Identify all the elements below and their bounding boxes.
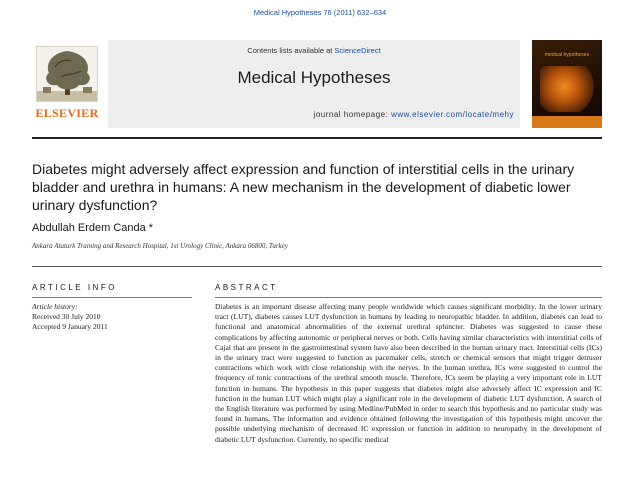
sciencedirect-link[interactable]: ScienceDirect bbox=[334, 46, 381, 55]
elsevier-tree-icon bbox=[36, 46, 98, 102]
article-title: Diabetes might adversely affect expression and function of interstitial cells in the urinary bladder and urethra in humans: A new mechanism in the development of diabetic lower urinary dysfunction? bbox=[32, 161, 575, 213]
elsevier-wordmark: ELSEVIER bbox=[35, 106, 99, 120]
cover-art bbox=[540, 66, 594, 112]
header-divider bbox=[32, 137, 602, 139]
journal-cover-image[interactable] bbox=[532, 40, 602, 128]
contents-prefix: Contents lists available at bbox=[247, 46, 335, 55]
abstract-divider bbox=[215, 297, 602, 298]
contents-availability bbox=[108, 46, 520, 55]
author-affiliation: Ankara Ataturk Training and Research Hospital, 1st Urology Clinic, Ankara 06800, Turkey bbox=[32, 242, 288, 250]
elsevier-logo[interactable] bbox=[32, 44, 102, 124]
homepage-link[interactable]: www.elsevier.com/locate/mehy bbox=[391, 110, 514, 119]
abstract-heading: ABSTRACT bbox=[215, 283, 278, 292]
cover-title: medical hypotheses bbox=[544, 52, 590, 58]
journal-title[interactable]: Medical Hypotheses bbox=[237, 68, 391, 87]
article-author[interactable]: Abdullah Erdem Canda * bbox=[32, 222, 154, 234]
abstract-text: Diabetes is an important disease affecting many people worldwide which causes significant morbidity. In the lower urinary tract (LUT), diabetes causes LUT dysfunction in humans by leading to neuropathic bladder. In addition, diabetes can lead to functional and anatomical abnormalities of the external urethral sphincter. Diabetes was suggested to cause these complications by affecting autonomic or peripheral nerves or both. Cells having similar characteristics with interstitial cells of Cajal that are present in the gastrointestinal system have also been described in the human urinary tract. Interstitial cells (ICs) in the urinary tract were suggested to function as pacemaker cells, stretch or chemical sensors that might trigger detrusor contractions which work with close relationship with the nerves. In the human urethra, ICs were suggested to control the frequency of tonic contractions of the urethral smooth muscle. Therefore, ICs seem be playing a very important role in LUT function in humans. The hypothesis in this paper suggests that diabetes might also adversely affect IC expression and IC function in the human LUT which might play a significant role in the development of diabetic LUT dysfunction. A search of the English literature was performed by using Medline/PubMed in order to search this hypothesis and no particular study was found in humans. The information and evidence obtained following the investigation of this hypothesis might uncover the possible underlying mechanism of decreased IC expression or function in addition to neuropathy in the development of diabetic LUT dysfunction. Currently, no specific medical bbox=[215, 302, 602, 444]
journal-homepage bbox=[108, 110, 520, 119]
article-info-divider bbox=[32, 297, 192, 298]
article-history bbox=[32, 302, 192, 332]
homepage-prefix: journal homepage: bbox=[313, 110, 392, 119]
article-info-heading: ARTICLE INFO bbox=[32, 283, 117, 292]
received-date: Received 30 July 2010 bbox=[32, 312, 101, 321]
journal-banner bbox=[32, 40, 602, 128]
journal-info-band bbox=[108, 40, 520, 128]
cover-strip bbox=[532, 116, 602, 128]
accepted-date: Accepted 9 January 2011 bbox=[32, 322, 108, 331]
history-label: Article history: bbox=[32, 302, 78, 311]
journal-citation[interactable]: Medical Hypotheses 76 (2011) 632–634 bbox=[253, 8, 387, 17]
info-top-divider bbox=[32, 266, 602, 267]
